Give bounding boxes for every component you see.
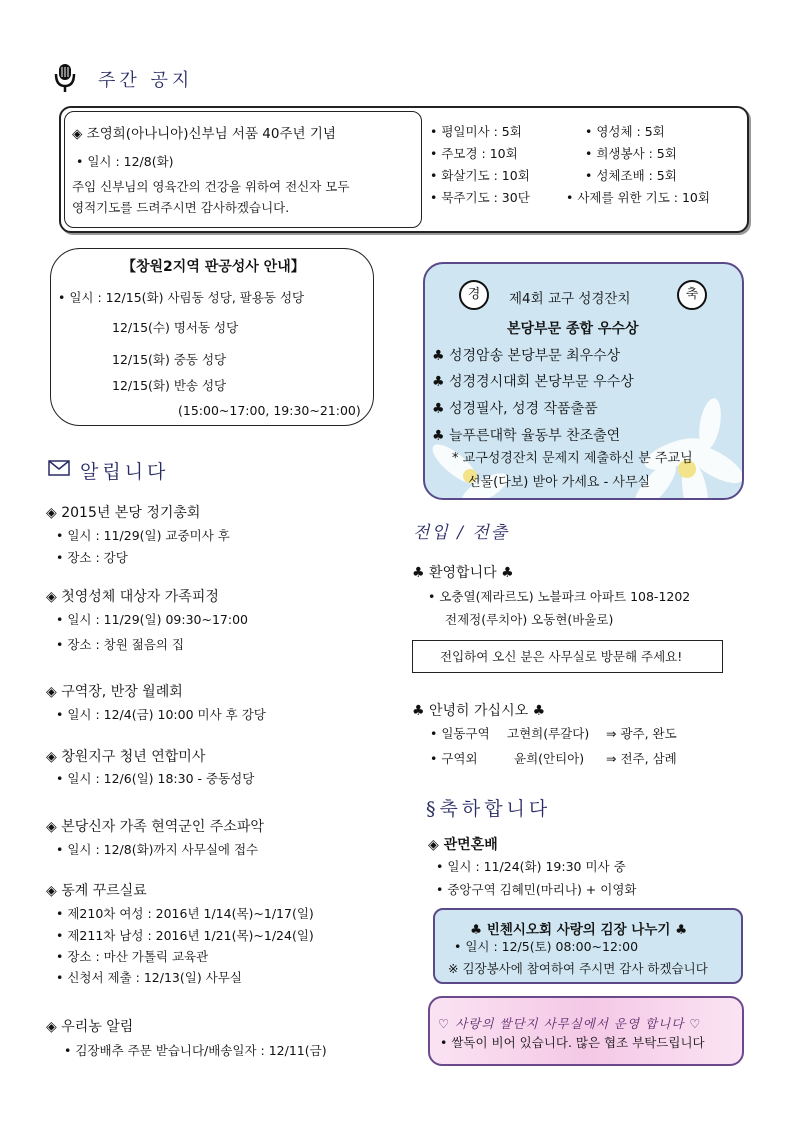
announce-line-5-0: • 제210차 여성 : 2016년 1/14(목)~1/17(일) bbox=[56, 906, 314, 921]
announce-line-1-0: • 일시 : 11/29(일) 09:30~17:00 bbox=[56, 612, 248, 627]
farewell-name-1: 윤희(안티아) bbox=[514, 751, 585, 766]
stat-left-2: • 화살기도 : 10회 bbox=[430, 168, 530, 183]
stat-right-1: • 희생봉사 : 5회 bbox=[585, 146, 677, 161]
announce-line-6-0: • 김장배추 주문 받습니다/배송일자 : 12/11(금) bbox=[64, 1043, 327, 1058]
badge-left-icon: 경 bbox=[459, 280, 489, 310]
welcome-line-1: • 오충열(제라르도) 노블파크 아파트 108-1202 bbox=[428, 589, 691, 604]
anniversary-text-2: 영적기도를 드려주시면 감사하겠습니다. bbox=[72, 200, 290, 215]
congrats-line-1: • 중앙구역 김혜민(마리나) + 이영화 bbox=[436, 882, 637, 897]
confession-line-4: (15:00~17:00, 19:30~21:00) bbox=[178, 403, 361, 418]
anniversary-date: • 일시 : 12/8(화) bbox=[76, 154, 174, 169]
bible-note-2: 선물(다보) 받아 가세요 - 사무실 bbox=[468, 475, 651, 490]
confession-line-1: 12/15(수) 명서동 성당 bbox=[112, 320, 239, 335]
farewell-area-1: • 구역외 bbox=[430, 751, 478, 766]
congrats-line-0: • 일시 : 11/24(화) 19:30 미사 중 bbox=[436, 859, 626, 874]
confession-line-3: 12/15(화) 반송 성당 bbox=[112, 378, 227, 393]
announce-title-4: ◈ 본당신자 가족 현역군인 주소파악 bbox=[46, 819, 264, 835]
announce-line-4-0: • 일시 : 12/8(화)까지 사무실에 접수 bbox=[56, 842, 259, 857]
stat-left-1: • 주모경 : 10회 bbox=[430, 146, 518, 161]
kimjang-title: ♣ 빈첸시오회 사랑의 김장 나누기 ♣ bbox=[470, 922, 688, 938]
announce-line-1-1: • 장소 : 창원 젊음의 집 bbox=[56, 637, 185, 652]
announce-line-0-0: • 일시 : 11/29(일) 교중미사 후 bbox=[56, 528, 230, 543]
announce-title-6: ◈ 우리농 알림 bbox=[46, 1019, 134, 1035]
microphone-icon bbox=[53, 62, 77, 94]
congrats-title: §축하합니다 bbox=[426, 798, 552, 820]
stat-right-2: • 성체조배 : 5회 bbox=[585, 168, 677, 183]
stat-right-3: • 사제를 위한 기도 : 10회 bbox=[566, 190, 710, 205]
welcome-line-2: 전제정(루치아) 오동현(바울로) bbox=[445, 612, 614, 627]
farewell-dest-0: ⇒ 광주, 완도 bbox=[606, 726, 677, 741]
farewell-dest-1: ⇒ 전주, 삼례 bbox=[606, 751, 677, 766]
announce-title-1: ◈ 첫영성체 대상자 가족피정 bbox=[46, 589, 219, 605]
bible-award-1: ♣ 성경경시대회 본당부문 우수상 bbox=[432, 374, 634, 390]
anniversary-text-1: 주임 신부님의 영육간의 건강을 위하여 전신자 모두 bbox=[72, 179, 350, 194]
announce-line-5-1: • 제211차 남성 : 2016년 1/21(목)~1/24(일) bbox=[56, 928, 314, 943]
envelope-icon bbox=[48, 460, 70, 480]
rice-line: • 쌀독이 비어 있습니다. 많은 협조 부탁드립니다 bbox=[440, 1035, 705, 1050]
weekly-notice-title: 주간 공지 bbox=[98, 70, 194, 91]
bible-note-1: * 교구성경잔치 문제지 제출하신 분 주교님 bbox=[452, 451, 693, 466]
announcements-title: 알립니다 bbox=[80, 461, 170, 483]
announce-title-5: ◈ 동계 꾸르실료 bbox=[46, 883, 147, 899]
confession-line-2: 12/15(화) 중동 성당 bbox=[112, 352, 227, 367]
visit-notice-text: 전입하여 오신 분은 사무실로 방문해 주세요! bbox=[440, 649, 683, 664]
rice-title: ♡ 사랑의 쌀단지 사무실에서 운영 합니다 ♡ bbox=[438, 1016, 702, 1031]
bible-award-0: ♣ 성경암송 본당부문 최우수상 bbox=[432, 348, 621, 364]
transfer-title: 전입 / 전출 bbox=[413, 523, 510, 543]
announce-line-5-2: • 장소 : 마산 가톨릭 교육관 bbox=[56, 949, 209, 964]
stat-right-0: • 영성체 : 5회 bbox=[585, 124, 665, 139]
announce-title-3: ◈ 창원지구 청년 연합미사 bbox=[46, 749, 206, 765]
stat-left-3: • 묵주기도 : 30단 bbox=[430, 190, 530, 205]
kimjang-line-2: ※ 김장봉사에 참여하여 주시면 감사 하겠습니다 bbox=[448, 961, 708, 976]
confession-line-0: • 일시 : 12/15(화) 사림동 성당, 팔용동 성당 bbox=[58, 290, 305, 305]
announce-title-2: ◈ 구역장, 반장 월례회 bbox=[46, 684, 183, 700]
welcome-title: ♣ 환영합니다 ♣ bbox=[412, 565, 514, 581]
announce-title-0: ◈ 2015년 본당 정기총회 bbox=[46, 505, 201, 521]
bible-fest-subtitle: 본당부문 종합 우수상 bbox=[507, 321, 639, 337]
announce-line-0-1: • 장소 : 강당 bbox=[56, 550, 128, 565]
announce-line-2-0: • 일시 : 12/4(금) 10:00 미사 후 강당 bbox=[56, 707, 266, 722]
farewell-title: ♣ 안녕히 가십시오 ♣ bbox=[412, 703, 546, 719]
announce-line-3-0: • 일시 : 12/6(일) 18:30 - 중동성당 bbox=[56, 771, 255, 786]
congrats-subtitle: ◈ 관면혼배 bbox=[428, 837, 498, 853]
bible-award-3: ♣ 늘푸른대학 율동부 찬조출연 bbox=[432, 428, 621, 444]
bible-fest-title: 제4회 교구 성경잔치 bbox=[509, 291, 631, 307]
stat-left-0: • 평일미사 : 5회 bbox=[430, 124, 522, 139]
announce-line-5-3: • 신청서 제출 : 12/13(일) 사무실 bbox=[56, 970, 242, 985]
bible-award-2: ♣ 성경필사, 성경 작품출품 bbox=[432, 401, 598, 417]
anniversary-title: ◈ 조영희(아나니아)신부님 서품 40주년 기념 bbox=[72, 126, 336, 142]
confession-title: 【창원2지역 판공성사 안내】 bbox=[122, 259, 305, 275]
badge-right-icon: 축 bbox=[677, 280, 707, 310]
farewell-area-0: • 일동구역 bbox=[430, 726, 490, 741]
kimjang-line-1: • 일시 : 12/5(토) 08:00~12:00 bbox=[454, 939, 639, 954]
farewell-name-0: 고현희(루갈다) bbox=[507, 726, 590, 741]
